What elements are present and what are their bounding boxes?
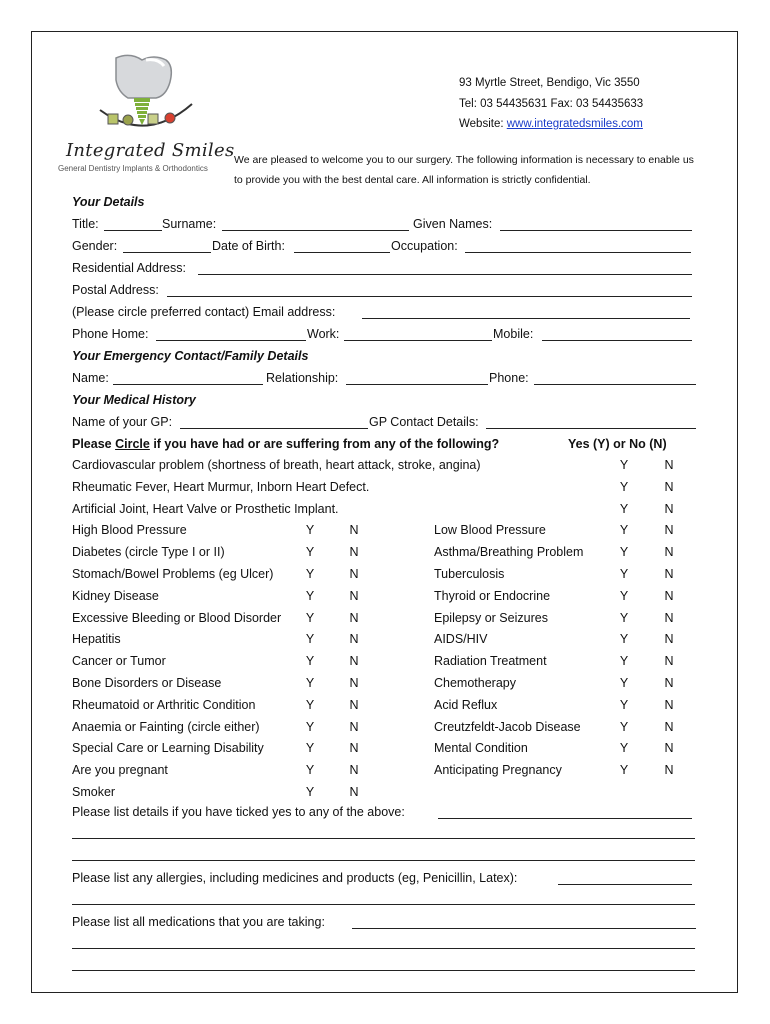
condition-no[interactable]: N [664,501,674,516]
condition-row [72,562,695,584]
left-condition-label: Smoker [72,785,116,799]
left-condition-no[interactable]: N [349,654,359,669]
mobile-field[interactable] [542,340,692,341]
left-condition-no[interactable]: N [349,763,359,778]
phone-home-label: Phone Home: [72,327,149,341]
mobile-label: Mobile: [493,327,534,341]
email-row [72,300,695,322]
left-condition-label: Are you pregnant [72,763,168,778]
title-label: Title: [72,217,99,231]
surname-label: Surname: [162,217,217,231]
intro-text: We are pleased to welcome you to our surgery. The following information is necessary to enable us to provide you with the best dental care. All information is strictly confidential. [234,154,694,186]
details-prompt: Please list details if you have ticked yes to any of the above: [72,805,405,819]
left-condition-no[interactable]: N [349,610,359,625]
condition-row [72,736,695,758]
work-phone-field[interactable] [344,340,492,341]
gender-field[interactable] [123,252,211,253]
relationship-label: Relationship: [266,371,339,385]
left-condition-label: Rheumatoid or Arthritic Condition [72,697,256,712]
right-condition-label: Epilepsy or Seizures [434,610,548,625]
right-condition-no[interactable]: N [664,697,674,712]
left-condition-yes[interactable]: Y [305,545,315,560]
condition-row [72,497,695,519]
question-post: if you have had or are suffering from any of the following? [149,437,500,451]
left-condition-no[interactable]: N [349,545,359,560]
website-label: Website: [459,118,507,130]
gp-row [72,410,695,432]
practice-logo [56,52,236,180]
medications-prompt-row [72,910,695,932]
right-condition-yes[interactable]: Y [619,523,629,538]
right-condition-yes[interactable]: Y [619,654,629,669]
right-condition-no[interactable]: N [664,567,674,581]
condition-label: Artificial Joint, Heart Valve or Prosthetic Implant. [72,501,339,516]
emergency-heading: Your Emergency Contact/Family Details [72,349,309,363]
question-pre: Please [72,437,116,451]
residential-address-field[interactable] [198,274,692,275]
right-condition-label: Radiation Treatment [434,654,547,669]
left-condition-no[interactable]: N [349,523,359,538]
right-condition-no[interactable]: N [664,719,674,734]
left-condition-no[interactable]: N [349,719,359,734]
conditions-question [72,437,499,451]
condition-row [72,671,695,693]
emergency-name-field[interactable] [113,384,263,385]
condition-row [72,518,695,540]
emergency-contact-row [72,366,695,388]
left-condition-no[interactable]: N [349,741,359,756]
medications-field-line-3[interactable] [72,970,695,971]
left-condition-yes[interactable]: Y [305,785,315,799]
gender-label: Gender: [72,239,118,253]
details-prompt-row [72,800,695,822]
allergies-field-line-2[interactable] [72,904,695,905]
conditions-question-row [72,432,695,454]
condition-no[interactable]: N [664,458,674,472]
website-link[interactable]: www.integratedsmiles.com [506,118,643,130]
occupation-field[interactable] [465,252,691,253]
left-condition-yes[interactable]: Y [305,741,315,756]
left-condition-yes[interactable]: Y [305,632,315,647]
allergies-field-line-1[interactable] [558,884,692,885]
left-condition-yes[interactable]: Y [305,610,315,625]
condition-row [72,453,695,475]
left-condition-yes[interactable]: Y [305,719,315,734]
left-condition-label: Excessive Bleeding or Blood Disorder [72,610,282,625]
left-condition-label: Kidney Disease [72,588,159,603]
details-field-line-1[interactable] [438,818,692,819]
condition-row [72,475,695,497]
left-condition-label: Cancer or Tumor [72,654,166,669]
medications-field-line-2[interactable] [72,948,695,949]
right-condition-label: Creutzfeldt-Jacob Disease [434,719,581,734]
right-condition-no[interactable]: N [664,654,674,669]
condition-row [72,649,695,671]
right-condition-label: Asthma/Breathing Problem [434,545,584,560]
right-condition-yes[interactable]: Y [619,697,629,712]
right-condition-no[interactable]: N [664,676,674,690]
work-phone-label: Work: [307,327,340,341]
your-details-heading-row [72,190,695,212]
left-condition-label: Special Care or Learning Disability [72,741,264,756]
allergies-prompt: Please list any allergies, including medicines and products (eg, Penicillin, Latex): [72,871,518,885]
emergency-name-label: Name: [72,371,109,385]
right-condition-yes[interactable]: Y [619,588,629,603]
allergies-prompt-row [72,866,695,888]
right-condition-no[interactable]: N [664,610,674,625]
postal-address-row [72,278,695,300]
right-condition-label: Mental Condition [434,741,528,756]
gp-name-label: Name of your GP: [72,415,173,429]
condition-label: Rheumatic Fever, Heart Murmur, Inborn Heart Defect. [72,479,370,494]
left-condition-no[interactable]: N [349,632,359,647]
condition-row [72,540,695,562]
emergency-heading-row [72,344,695,366]
left-condition-label: Anaemia or Fainting (circle either) [72,719,260,734]
right-condition-yes[interactable]: Y [619,763,629,778]
left-condition-label: Stomach/Bowel Problems (eg Ulcer) [72,567,274,581]
left-condition-no[interactable]: N [349,676,359,690]
yes-no-header: Yes (Y) or No (N) [568,437,667,451]
details-field-line-2[interactable] [72,838,695,839]
condition-yes[interactable]: Y [619,501,629,516]
emergency-phone-field[interactable] [534,384,696,385]
dob-field[interactable] [294,252,390,253]
gender-dob-occupation-row [72,234,695,256]
right-condition-yes[interactable]: Y [619,676,629,690]
condition-yes[interactable]: Y [619,479,629,494]
condition-row [72,606,695,628]
occupation-label: Occupation: [391,239,458,253]
title-surname-given-row [72,212,695,234]
gp-contact-field[interactable] [486,428,696,429]
left-condition-yes[interactable]: Y [305,697,315,712]
given-names-label: Given Names: [413,217,493,231]
right-condition-label: Anticipating Pregnancy [434,763,562,778]
right-condition-label: Acid Reflux [434,697,498,712]
surname-field[interactable] [222,230,409,231]
phone-home-field[interactable] [156,340,306,341]
left-condition-yes[interactable]: Y [305,676,315,690]
right-condition-no[interactable]: N [664,632,674,647]
title-field[interactable] [104,230,162,231]
right-condition-no[interactable]: N [664,741,674,756]
left-condition-no[interactable]: N [349,588,359,603]
medical-heading-row [72,388,695,410]
left-condition-no[interactable]: N [349,567,359,581]
left-condition-yes[interactable]: Y [305,523,315,538]
postal-address-label: Postal Address: [72,283,159,297]
practice-contact [459,73,643,135]
right-condition-yes[interactable]: Y [619,719,629,734]
medications-field-line-1[interactable] [352,928,696,929]
phone-row [72,322,695,344]
condition-row [72,627,695,649]
right-condition-label: Thyroid or Endocrine [434,588,551,603]
right-condition-no[interactable]: N [664,545,674,560]
dob-label: Date of Birth: [212,239,285,253]
practice-website-line [459,114,643,135]
gp-name-field[interactable] [180,428,368,429]
relationship-field[interactable] [346,384,488,385]
condition-row [72,758,695,780]
left-condition-no[interactable]: N [349,697,359,712]
question-circle-word: Circle [115,437,150,451]
right-condition-label: Chemotherapy [434,676,516,690]
practice-address: 93 Myrtle Street, Bendigo, Vic 3550 [459,77,640,89]
right-condition-no[interactable]: N [664,763,674,778]
right-condition-label: AIDS/HIV [434,632,488,647]
left-condition-label: Bone Disorders or Disease [72,676,222,690]
left-condition-yes[interactable]: Y [305,763,315,778]
postal-address-field[interactable] [167,296,692,297]
right-condition-yes[interactable]: Y [619,610,629,625]
your-details-heading: Your Details [72,195,145,209]
right-condition-yes[interactable]: Y [619,632,629,647]
right-condition-yes[interactable]: Y [619,567,629,581]
condition-row [72,584,695,606]
right-condition-yes[interactable]: Y [619,741,629,756]
logo-title: Integrated Smiles [66,140,235,161]
medical-history-heading: Your Medical History [72,393,196,407]
condition-label: Cardiovascular problem (shortness of breath, heart attack, stroke, angina) [72,458,481,472]
left-condition-label: High Blood Pressure [72,523,187,538]
practice-phone-fax: Tel: 03 54435631 Fax: 03 54435633 [459,97,644,110]
left-condition-label: Diabetes (circle Type I or II) [72,545,225,560]
condition-no[interactable]: N [664,479,674,494]
left-condition-label: Hepatitis [72,632,121,647]
email-field[interactable] [362,318,690,319]
right-condition-no[interactable]: N [664,523,674,538]
right-condition-no[interactable]: N [664,588,674,603]
left-condition-yes[interactable]: Y [305,567,315,581]
condition-yes[interactable]: Y [619,458,629,472]
residential-address-label: Residential Address: [72,261,186,275]
left-condition-yes[interactable]: Y [305,654,315,669]
left-condition-yes[interactable]: Y [305,588,315,603]
emergency-phone-label: Phone: [489,371,529,385]
logo-subtitle: General Dentistry Implants & Orthodontics [58,164,208,173]
condition-row [72,780,695,802]
gp-contact-label: GP Contact Details: [369,415,479,429]
right-condition-label: Low Blood Pressure [434,523,546,538]
left-condition-no[interactable]: N [349,785,359,799]
condition-row [72,715,695,737]
details-field-line-3[interactable] [72,860,695,861]
condition-row [72,693,695,715]
tooth-implant-icon [86,52,206,138]
email-label: (Please circle preferred contact) Email address: [72,305,336,319]
residential-address-row [72,256,695,278]
right-condition-label: Tuberculosis [434,567,505,581]
given-names-field[interactable] [500,230,692,231]
medications-prompt: Please list all medications that you are taking: [72,915,325,929]
right-condition-yes[interactable]: Y [619,545,629,560]
